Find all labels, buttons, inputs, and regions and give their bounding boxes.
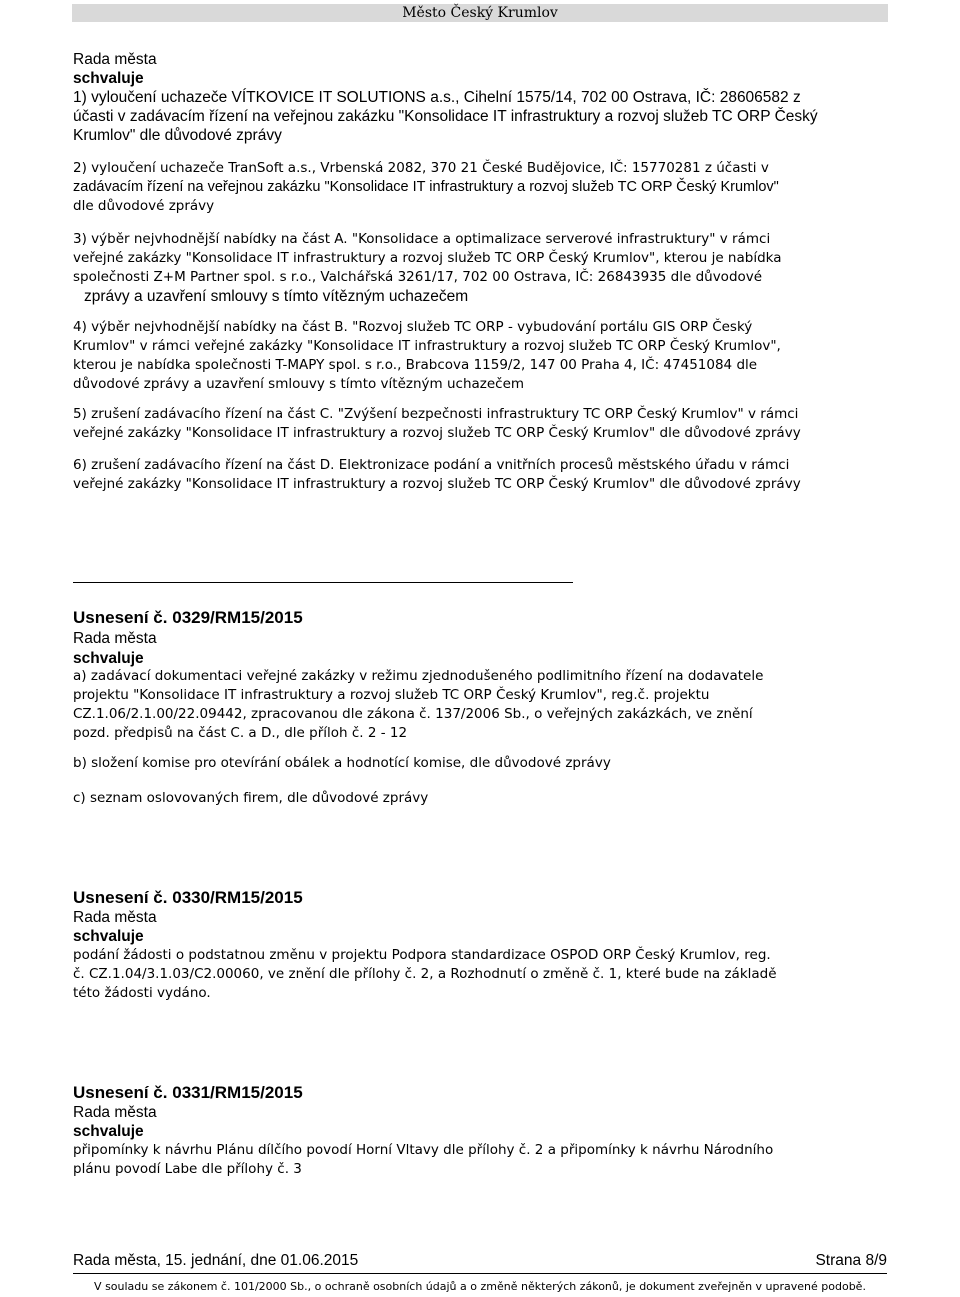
- text-line: veřejné zakázky "Konsolidace IT infrastruktury a rozvoj služeb TC ORP Český Krumlov", kterou je nabídka: [73, 250, 782, 266]
- text-line: CZ.1.06/2.1.00/22.09442, zpracovanou dle zákona č. 137/2006 Sb., o veřejných zakázkách, ve znění: [73, 706, 753, 722]
- section-divider: [73, 582, 573, 583]
- text-line: této žádosti vydáno.: [73, 985, 211, 1001]
- text-line: 6) zrušení zadávacího řízení na část D. Elektronizace podání a vnitřních procesů městského úřadu v rámci: [73, 457, 790, 473]
- text-line: veřejné zakázky "Konsolidace IT infrastruktury a rozvoj služeb TC ORP Český Krumlov" dle důvodové zprávy: [73, 476, 801, 492]
- intro-item-2: [73, 159, 887, 216]
- page-number: Strana 8/9: [815, 1252, 887, 1269]
- text-line: Krumlov" v rámci veřejné zakázky "Konsolidace IT infrastruktury a rozvoj služeb TC ORP Český Krumlov",: [73, 338, 781, 354]
- council-heading: Rada města: [73, 51, 157, 68]
- text-line: účasti v zadávacím řízení na veřejnou zakázku "Konsolidace IT infrastruktury a rozvoj služeb TC ORP Český: [73, 108, 818, 125]
- text-line: Krumlov" dle důvodové zprávy: [73, 127, 282, 144]
- intro-item-1: [73, 88, 887, 145]
- text-line: 3) výběr nejvhodnější nabídky na část A. "Konsolidace a optimalizace serverové infrastruktury" v rámci: [73, 231, 771, 247]
- resolution-number: 0330/RM15/2015: [172, 888, 303, 907]
- resolution-label: Usnesení č.: [73, 608, 168, 627]
- footer-divider: [73, 1273, 887, 1274]
- council-heading: Rada města: [73, 630, 157, 647]
- text-line: zprávy a uzavření smlouvy s tímto vítězným uchazečem: [84, 288, 469, 305]
- approves-label: schvaluje: [73, 70, 144, 87]
- text-line: 5) zrušení zadávacího řízení na část C. "Zvýšení bezpečnosti infrastruktury TC ORP Český Krumlov" v rámci: [73, 406, 799, 422]
- page-header: Město Český Krumlov: [72, 4, 888, 22]
- text-line: zadávacím řízení na veřejnou zakázku "Konsolidace IT infrastruktury a rozvoj služeb TC ORP Český Krumlov": [73, 179, 779, 195]
- text-line: 2) vyloučení uchazeče TranSoft a.s., Vrbenská 2082, 370 21 České Budějovice, IČ: 15770281 z účasti v: [73, 160, 769, 176]
- text-line: veřejné zakázky "Konsolidace IT infrastruktury a rozvoj služeb TC ORP Český Krumlov" dle důvodové zprávy: [73, 425, 801, 441]
- text-line: projektu "Konsolidace IT infrastruktury a rozvoj služeb TC ORP Český Krumlov", reg.č. projektu: [73, 687, 710, 703]
- text-line: pozd. předpisů na část C. a D., dle příloh č. 2 - 12: [73, 725, 408, 741]
- text-line: dle důvodové zprávy: [73, 198, 215, 214]
- text-line: připomínky k návrhu Plánu dílčího povodí Horní Vltavy dle přílohy č. 2 a připomínky k návrhu Národního: [73, 1142, 774, 1158]
- resolution-label: Usnesení č.: [73, 888, 168, 907]
- resolution-text-c: c) seznam oslovovaných firem, dle důvodové zprávy: [73, 790, 429, 806]
- text-line: podání žádosti o podstatnou změnu v projektu Podpora standardizace OSPOD ORP Český Krumlov, reg.: [73, 947, 771, 963]
- resolution-label: Usnesení č.: [73, 1083, 168, 1102]
- approves-label: schvaluje: [73, 1123, 144, 1140]
- intro-item-3: [73, 230, 887, 306]
- text-line: plánu povodí Labe dle přílohy č. 3: [73, 1161, 302, 1177]
- text-line: 1) vyloučení uchazeče VÍTKOVICE IT SOLUTIONS a.s., Cihelní 1575/14, 702 00 Ostrava, IČ: 28606582 z: [73, 89, 801, 106]
- text-line: a) zadávací dokumentaci veřejné zakázky v režimu zjednodušeného podlimitního řízení na dodavatele: [73, 668, 764, 684]
- footer-meeting-info: Rada města, 15. jednání, dne 01.06.2015: [73, 1252, 359, 1269]
- legal-notice: V souladu se zákonem č. 101/2000 Sb., o ochraně osobních údajů a o změně některých zákonů, je dokument zveřejněn v upravené podobě.: [94, 1280, 866, 1293]
- council-heading: Rada města: [73, 1104, 157, 1121]
- resolution-number: 0329/RM15/2015: [172, 608, 303, 627]
- resolution-number: 0331/RM15/2015: [172, 1083, 303, 1102]
- approves-label: schvaluje: [73, 650, 144, 667]
- council-heading: Rada města: [73, 909, 157, 926]
- approves-label: schvaluje: [73, 928, 144, 945]
- resolution-text: [73, 946, 887, 1003]
- text-line: č. CZ.1.04/3.1.03/C2.00060, ve znění dle přílohy č. 2, a Rozhodnutí o změně č. 1, které bude na základě: [73, 966, 777, 982]
- intro-item-5: [73, 405, 887, 443]
- text-line: kterou je nabídka společnosti T-MAPY spol. s r.o., Brabcova 1159/2, 147 00 Praha 4, IČ: 47451084 dle: [73, 357, 758, 373]
- text-line: důvodové zprávy a uzavření smlouvy s tímto vítězným uchazečem: [73, 376, 525, 392]
- resolution-text: [73, 1141, 887, 1179]
- page-footer: [73, 1251, 887, 1271]
- resolution-title: [73, 1083, 887, 1102]
- text-line: společnosti Z+M Partner spol. s r.o., Valchářská 3261/17, 702 00 Ostrava, IČ: 26843935 dle důvodové: [73, 269, 763, 285]
- resolution-text-b: b) složení komise pro otevírání obálek a hodnotící komise, dle důvodové zprávy: [73, 755, 611, 771]
- text-line: 4) výběr nejvhodnější nabídky na část B. "Rozvoj služeb TC ORP - vybudování portálu GIS ORP Český: [73, 319, 753, 335]
- intro-item-4: [73, 318, 887, 394]
- resolution-text-a: [73, 667, 887, 743]
- resolution-title: [73, 608, 887, 627]
- intro-item-6: [73, 456, 887, 494]
- resolution-title: [73, 888, 887, 907]
